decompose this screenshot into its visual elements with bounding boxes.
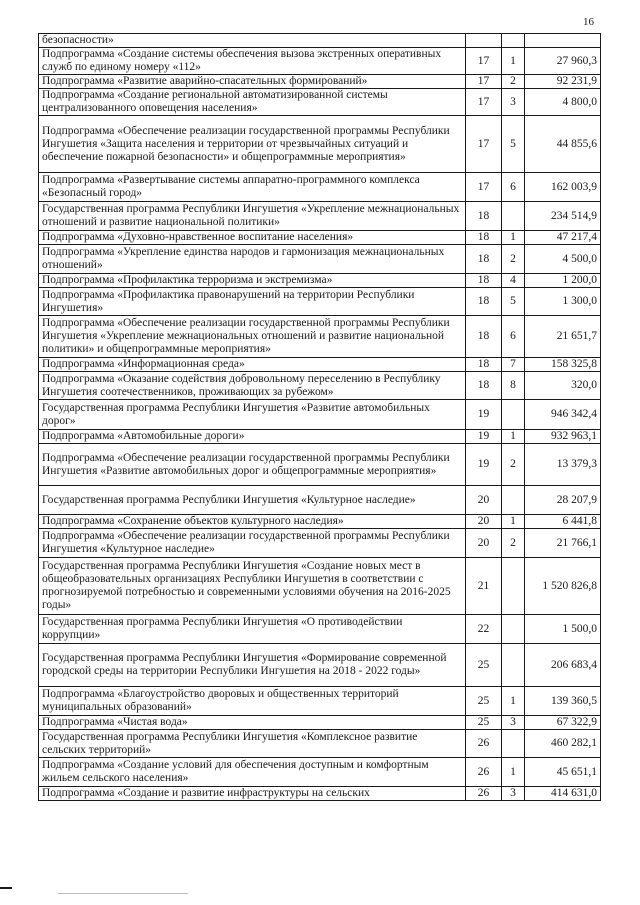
table-row xyxy=(39,687,601,716)
row-pp-code xyxy=(502,615,525,644)
row-name: Государственная программа Республики Ингушетия «Формирование современной городской среды на территории Республики Ингушетия на 2018 - 2022 годы» xyxy=(39,644,466,687)
row-gp-code: 18 xyxy=(466,202,502,231)
row-gp-code: 17 xyxy=(466,48,502,75)
row-gp-code: 17 xyxy=(466,89,502,116)
row-amount: 27 960,3 xyxy=(525,48,601,75)
row-gp-code: 17 xyxy=(466,173,502,202)
row-amount: 28 207,9 xyxy=(525,486,601,515)
row-gp-code: 25 xyxy=(466,716,502,730)
row-gp-code: 17 xyxy=(466,75,502,89)
table-row xyxy=(39,730,601,758)
row-amount: 139 360,5 xyxy=(525,687,601,716)
row-amount: 1 300,0 xyxy=(525,288,601,316)
row-amount: 4 800,0 xyxy=(525,89,601,116)
budget-table-body xyxy=(39,34,601,801)
row-pp-code xyxy=(502,202,525,231)
row-amount: 67 322,9 xyxy=(525,716,601,730)
row-amount: 1 500,0 xyxy=(525,615,601,644)
row-name: Государственная программа Республики Ингушетия «О противодействии коррупции» xyxy=(39,615,466,644)
row-name: Подпрограмма «Духовно-нравственное воспитание населения» xyxy=(39,231,466,245)
row-name: Подпрограмма «Развертывание системы аппаратно-программного комплекса «Безопасный город» xyxy=(39,173,466,202)
row-pp-code: 5 xyxy=(502,116,525,173)
row-pp-code: 1 xyxy=(502,758,525,787)
row-gp-code: 25 xyxy=(466,687,502,716)
row-gp-code: 22 xyxy=(466,615,502,644)
row-name: Подпрограмма «Создание региональной автоматизированной системы централизованного оповещения населения» xyxy=(39,89,466,116)
table-row xyxy=(39,316,601,358)
row-pp-code: 3 xyxy=(502,89,525,116)
row-amount: 21 766,1 xyxy=(525,529,601,558)
row-name: Государственная программа Республики Ингушетия «Комплексное развитие сельских территорий» xyxy=(39,730,466,758)
row-pp-code xyxy=(502,34,525,48)
row-gp-code: 19 xyxy=(466,400,502,430)
table-row xyxy=(39,89,601,116)
scan-artifact-line xyxy=(58,893,188,894)
row-pp-code: 4 xyxy=(502,274,525,288)
row-amount: 1 520 826,8 xyxy=(525,558,601,615)
row-pp-code: 1 xyxy=(502,515,525,529)
row-amount: 45 651,1 xyxy=(525,758,601,787)
row-name: Государственная программа Республики Ингушетия «Культурное наследие» xyxy=(39,486,466,515)
table-row xyxy=(39,116,601,173)
row-amount xyxy=(525,34,601,48)
row-name: Государственная программа Республики Ингушетия «Развитие автомобильных дорог» xyxy=(39,400,466,430)
row-pp-code xyxy=(502,558,525,615)
table-row xyxy=(39,245,601,274)
table-row xyxy=(39,615,601,644)
row-gp-code: 20 xyxy=(466,515,502,529)
row-pp-code: 2 xyxy=(502,245,525,274)
budget-table xyxy=(38,33,601,801)
row-amount: 4 500,0 xyxy=(525,245,601,274)
row-gp-code: 20 xyxy=(466,486,502,515)
row-amount: 162 003,9 xyxy=(525,173,601,202)
row-name: Подпрограмма «Чистая вода» xyxy=(39,716,466,730)
row-gp-code: 20 xyxy=(466,529,502,558)
row-gp-code: 18 xyxy=(466,316,502,358)
row-name: Подпрограмма «Обеспечение реализации государственной программы Республики Ингушетия «Защита населения и территории от чрезвычайных ситуаций и обеспечение пожарной безопасности» и общепрограммные мероприятия» xyxy=(39,116,466,173)
row-gp-code: 19 xyxy=(466,444,502,486)
row-name: Подпрограмма «Создание условий для обеспечения доступным и комфортным жильем сельского населения» xyxy=(39,758,466,787)
row-name: Подпрограмма «Профилактика правонарушений на территории Республики Ингушетия» xyxy=(39,288,466,316)
table-row xyxy=(39,231,601,245)
row-name: Подпрограмма «Информационная среда» xyxy=(39,358,466,372)
row-amount: 6 441,8 xyxy=(525,515,601,529)
row-name: Подпрограмма «Создание и развитие инфраструктуры на сельских xyxy=(39,787,466,801)
row-pp-code xyxy=(502,644,525,687)
table-row xyxy=(39,486,601,515)
table-row xyxy=(39,173,601,202)
row-pp-code xyxy=(502,486,525,515)
row-gp-code: 26 xyxy=(466,758,502,787)
row-name: Подпрограмма «Развитие аварийно-спасательных формирований» xyxy=(39,75,466,89)
row-amount: 21 651,7 xyxy=(525,316,601,358)
table-row xyxy=(39,444,601,486)
table-row xyxy=(39,558,601,615)
row-name: Подпрограмма «Автомобильные дороги» xyxy=(39,430,466,444)
table-row xyxy=(39,48,601,75)
row-pp-code: 8 xyxy=(502,372,525,400)
row-amount: 320,0 xyxy=(525,372,601,400)
row-amount: 92 231,9 xyxy=(525,75,601,89)
row-pp-code: 2 xyxy=(502,75,525,89)
row-pp-code: 6 xyxy=(502,173,525,202)
row-gp-code: 18 xyxy=(466,358,502,372)
row-gp-code: 19 xyxy=(466,430,502,444)
table-row xyxy=(39,430,601,444)
page-edge-mark xyxy=(0,887,12,889)
page-number: 16 xyxy=(583,16,594,28)
row-name: Государственная программа Республики Ингушетия «Создание новых мест в общеобразовательных организациях Республики Ингушетия в соответствии с прогнозируемой потребностью и современными условиями обучения на 2016-2025 годы» xyxy=(39,558,466,615)
row-pp-code: 6 xyxy=(502,316,525,358)
row-amount: 460 282,1 xyxy=(525,730,601,758)
row-name: Подпрограмма «Благоустройство дворовых и общественных территорий муниципальных образований» xyxy=(39,687,466,716)
row-amount: 206 683,4 xyxy=(525,644,601,687)
row-pp-code: 2 xyxy=(502,529,525,558)
table-row xyxy=(39,358,601,372)
row-gp-code: 18 xyxy=(466,288,502,316)
table-row xyxy=(39,400,601,430)
row-name: Государственная программа Республики Ингушетия «Укрепление межнациональных отношений и развитие национальной политики» xyxy=(39,202,466,231)
row-gp-code xyxy=(466,34,502,48)
row-pp-code: 7 xyxy=(502,358,525,372)
table-row xyxy=(39,274,601,288)
row-pp-code: 1 xyxy=(502,231,525,245)
row-amount: 946 342,4 xyxy=(525,400,601,430)
table-row xyxy=(39,288,601,316)
row-pp-code: 3 xyxy=(502,787,525,801)
row-pp-code: 1 xyxy=(502,48,525,75)
row-amount: 234 514,9 xyxy=(525,202,601,231)
row-amount: 44 855,6 xyxy=(525,116,601,173)
row-gp-code: 26 xyxy=(466,787,502,801)
row-pp-code: 1 xyxy=(502,687,525,716)
row-pp-code xyxy=(502,730,525,758)
row-amount: 13 379,3 xyxy=(525,444,601,486)
table-row xyxy=(39,787,601,801)
row-pp-code: 5 xyxy=(502,288,525,316)
row-pp-code: 1 xyxy=(502,430,525,444)
table-row xyxy=(39,34,601,48)
table-row xyxy=(39,202,601,231)
row-amount: 414 631,0 xyxy=(525,787,601,801)
table-row xyxy=(39,515,601,529)
table-row xyxy=(39,75,601,89)
table-row xyxy=(39,372,601,400)
row-name: Подпрограмма «Укрепление единства народов и гармонизация межнациональных отношений» xyxy=(39,245,466,274)
row-gp-code: 17 xyxy=(466,116,502,173)
row-name: Подпрограмма «Создание системы обеспечения вызова экстренных оперативных служб по единому номеру «112» xyxy=(39,48,466,75)
row-gp-code: 18 xyxy=(466,372,502,400)
row-pp-code: 2 xyxy=(502,444,525,486)
row-gp-code: 18 xyxy=(466,274,502,288)
row-gp-code: 26 xyxy=(466,730,502,758)
row-name: Подпрограмма «Обеспечение реализации государственной программы Республики Ингушетия «Укрепление межнациональных отношений и развитие национальной политики» и общепрограммные мероприятия» xyxy=(39,316,466,358)
row-name: Подпрограмма «Обеспечение реализации государственной программы Республики Ингушетия «Культурное наследие» xyxy=(39,529,466,558)
row-gp-code: 18 xyxy=(466,231,502,245)
row-name: Подпрограмма «Обеспечение реализации государственной программы Республики Ингушетия «Развитие автомобильных дорог и общепрограммные мероприятия» xyxy=(39,444,466,486)
row-gp-code: 21 xyxy=(466,558,502,615)
table-row xyxy=(39,529,601,558)
row-amount: 1 200,0 xyxy=(525,274,601,288)
row-name: Подпрограмма «Оказание содействия добровольному переселению в Республику Ингушетия соотечественников, проживающих за рубежом» xyxy=(39,372,466,400)
table-row xyxy=(39,758,601,787)
row-name: Подпрограмма «Профилактика терроризма и экстремизма» xyxy=(39,274,466,288)
table-row xyxy=(39,644,601,687)
row-amount: 47 217,4 xyxy=(525,231,601,245)
row-name: Подпрограмма «Сохранение объектов культурного наследия» xyxy=(39,515,466,529)
row-amount: 932 963,1 xyxy=(525,430,601,444)
row-gp-code: 18 xyxy=(466,245,502,274)
row-amount: 158 325,8 xyxy=(525,358,601,372)
table-row xyxy=(39,716,601,730)
row-gp-code: 25 xyxy=(466,644,502,687)
row-name: безопасности» xyxy=(39,34,466,48)
row-pp-code: 3 xyxy=(502,716,525,730)
row-pp-code xyxy=(502,400,525,430)
